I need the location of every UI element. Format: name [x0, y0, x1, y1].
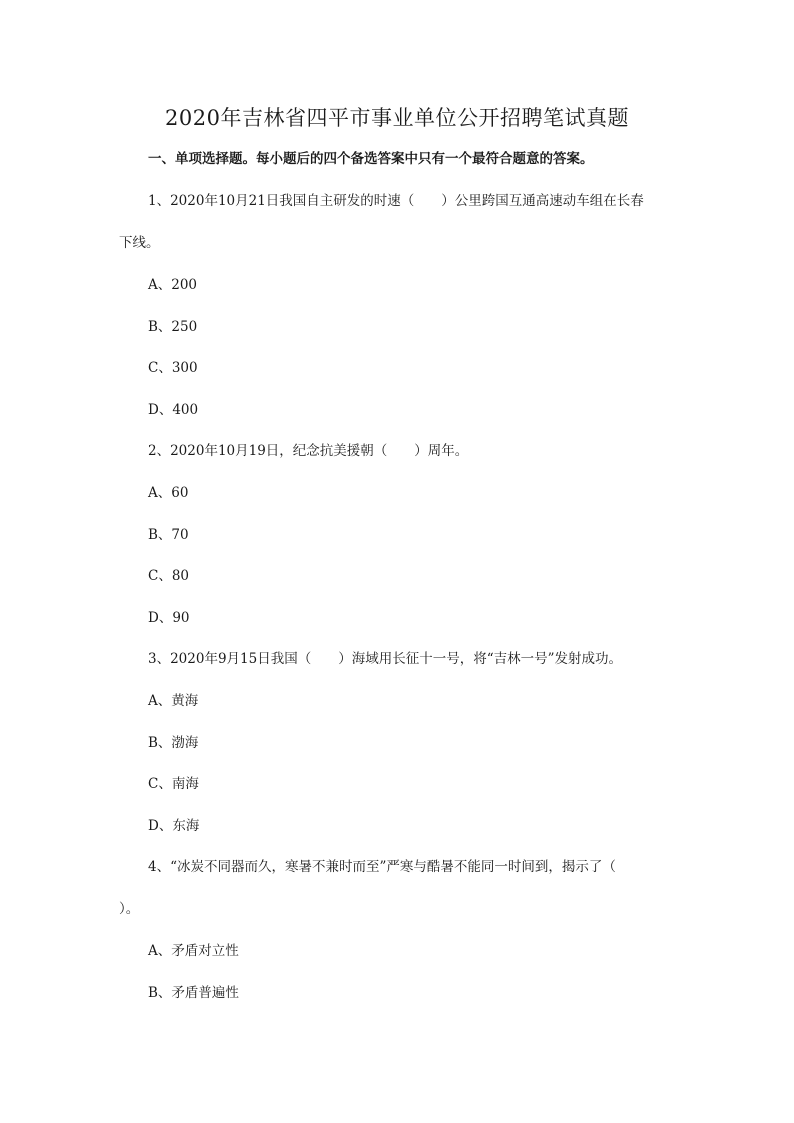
question-1-option-d: D、400 [148, 402, 199, 418]
question-3-option-c: C、南海 [148, 776, 199, 792]
question-4-option-b: B、矛盾普遍性 [148, 985, 239, 1001]
question-2-option-a: A、60 [148, 485, 189, 501]
question-2-option-d: D、90 [148, 610, 190, 626]
section-heading: 一、单项选择题。每小题后的四个备选答案中只有一个最符合题意的答案。 [148, 151, 594, 167]
question-1-stem-continued: 下线。 [119, 235, 160, 251]
question-2-stem: 2、2020年10月19日，纪念抗美援朝（ ）周年。 [148, 443, 469, 459]
question-3-stem: 3、2020年9月15日我国（ ）海域用长征十一号，将“吉林一号”发射成功。 [148, 651, 623, 667]
question-2-option-c: C、80 [148, 568, 190, 584]
question-1-stem: 1、2020年10月21日我国自主研发的时速（ ）公里跨国互通高速动车组在长春 [148, 193, 644, 209]
question-1-option-a: A、200 [148, 277, 198, 293]
question-3-option-d: D、东海 [148, 818, 200, 834]
question-4-option-a: A、矛盾对立性 [148, 943, 239, 959]
question-4-stem-continued: ）。 [119, 901, 140, 917]
question-1-option-b: B、250 [148, 319, 198, 335]
question-3-option-a: A、黄海 [148, 693, 199, 709]
page-title: 2020年吉林省四平市事业单位公开招聘笔试真题 [165, 106, 629, 130]
question-1-option-c: C、300 [148, 360, 198, 376]
question-3-option-b: B、渤海 [148, 735, 199, 751]
question-4-stem: 4、“冰炭不同器而久，寒暑不兼时而至”严寒与酷暑不能同一时间到，揭示了（ [148, 859, 616, 875]
question-2-option-b: B、70 [148, 527, 189, 543]
